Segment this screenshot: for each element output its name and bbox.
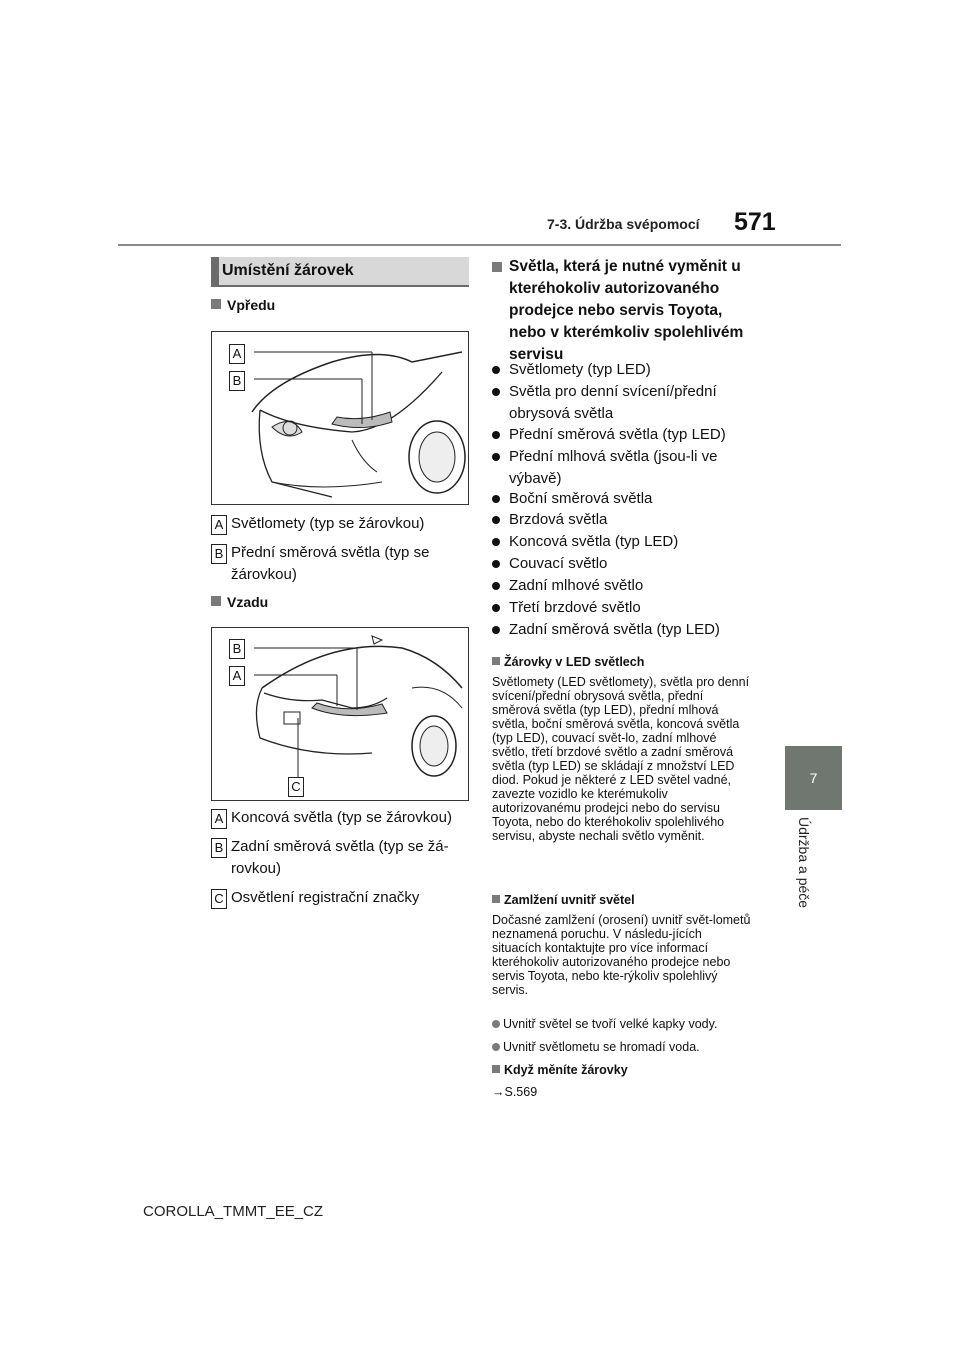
bullet-text: Koncová světla (typ LED) [509,533,679,550]
bullet-text: Zadní směrová světla (typ LED) [509,621,720,638]
bullet-dot-icon [492,604,500,612]
replace-at-dealer-heading [492,256,760,366]
item-label: C [211,889,227,909]
bullet-text: Uvnitř světel se tvoří velké kapky vody. [503,1017,718,1031]
bullet-text: Uvnitř světlometu se hromadí voda. [503,1040,700,1054]
bullet-item [492,381,760,425]
bullet-dot-icon [492,495,500,503]
running-header-section: 7-3. Údržba svépomocí [547,216,700,232]
callout-a: A [229,344,245,364]
rear-car-figure [211,627,469,801]
bullet-item [492,509,760,531]
callout-b: B [229,639,245,659]
square-bullet-icon [492,262,502,272]
bullet-text: Přední směrová světla (typ LED) [509,426,726,443]
bullet-dot-icon [492,1043,500,1051]
bullet-item [492,488,760,510]
front-item-b [211,542,471,588]
square-bullet-icon [211,299,221,309]
rear-car-illustration [212,628,468,800]
callout-a: A [229,666,245,686]
note-fog-heading [492,893,635,907]
bullet-item [492,531,760,553]
item-label: B [211,544,227,564]
note-fog-bullet [492,1017,754,1031]
front-car-figure [211,331,469,505]
bullet-dot-icon [492,388,500,396]
bullet-text: Třetí brzdové světlo [509,599,641,616]
bullet-item [492,619,760,641]
item-text: Koncová světla (typ se žárovkou) [231,809,452,826]
bullet-text: Zadní mlhové světlo [509,577,644,594]
bullet-dot-icon [492,538,500,546]
square-bullet-icon [492,1065,500,1073]
item-text: Přední směrová světla (typ se žárovkou) [231,544,430,583]
item-label: A [211,809,227,829]
square-bullet-icon [492,657,500,665]
front-heading [211,297,275,313]
bullet-item [492,575,760,597]
rear-item-a [211,807,471,831]
bullet-dot-icon [492,453,500,461]
bullet-item [492,446,760,490]
bullet-text: Boční směrová světla [509,490,653,507]
note-heading-text: Zamlžení uvnitř světel [504,893,635,907]
bullet-dot-icon [492,582,500,590]
bullet-text: Couvací světlo [509,555,608,572]
rear-item-c [211,887,471,911]
rear-heading [211,594,268,610]
chapter-tab: 7 [785,746,842,810]
bullet-item [492,424,760,446]
bullet-dot-icon [492,1020,500,1028]
item-text: Osvětlení registrační značky [231,889,420,906]
bullet-item [492,553,760,575]
page-reference-link[interactable]: →S.569 [492,1085,538,1099]
square-bullet-icon [211,596,221,606]
note-heading-text: Žárovky v LED světlech [504,655,645,669]
header-rule [118,244,841,246]
item-text: Zadní směrová světla (typ se žá-rovkou) [231,838,449,877]
note-led-text: Světlomety (LED světlomety), světla pro denní svícení/přední obrysová světla, přední směrová světla (typ LED), přední mlhová světla, boční směrová světla, koncová světla (typ LED), couvací svět-lo, zadní mlhové světlo, třetí brzdové světlo a zadní směrová světla (typ LED) se skládají z množství LED diod. Pokud je některé z LED světel vadné, zavezte vozidlo ke kterémukoliv autorizovanému prodejci nebo do servisu Toyota, nebo do kteréhokoliv spolehlivého servisu, abyste nechali světlo vyměnit. [492,675,750,843]
bullet-dot-icon [492,366,500,374]
section-title: Umístění žárovek [222,262,354,279]
square-bullet-icon [492,895,500,903]
bullet-text: Přední mlhová světla (jsou-li ve výbavě) [509,448,718,487]
front-item-a [211,513,471,537]
front-heading-text: Vpředu [227,297,276,313]
item-label: B [211,838,227,858]
callout-b: B [229,371,245,391]
rear-item-b [211,836,471,882]
item-text: Světlomety (typ se žárovkou) [231,515,425,532]
bullet-text: Světlomety (typ LED) [509,361,651,378]
document-code: COROLLA_TMMT_EE_CZ [143,1203,324,1220]
note-heading-text: Když měníte žárovky [504,1063,628,1077]
front-car-illustration [212,332,468,504]
bullet-item [492,597,760,619]
bullet-dot-icon [492,431,500,439]
note-fog-bullet [492,1040,754,1054]
note-bulbs-heading [492,1063,628,1077]
bullet-text: Brzdová světla [509,511,608,528]
heading-text: Světla, která je nutné vyměnit u kteréhokoliv autorizovaného prodejce nebo servis Toyota, nebo v kterémkoliv spolehlivém servisu [509,258,744,363]
bullet-dot-icon [492,516,500,524]
bullet-dot-icon [492,560,500,568]
chapter-title: Údržba a péče [796,817,812,909]
note-fog-text: Dočasné zamlžení (orosení) uvnitř svět-lometů neznamená poruchu. V následu-jících situacích kontaktujte pro více informací kteréhokoliv autorizovaného prodejce nebo servis Toyota, nebo kte-rýkoliv spolehlivý servis. [492,913,751,997]
rear-heading-text: Vzadu [227,594,269,610]
page-number: 571 [734,208,776,236]
item-label: A [211,515,227,535]
bullet-dot-icon [492,626,500,634]
callout-c: C [288,777,304,797]
bullet-item [492,359,760,381]
note-led-heading [492,655,644,669]
bullet-text: Světla pro denní svícení/přední obrysová světla [509,383,717,422]
